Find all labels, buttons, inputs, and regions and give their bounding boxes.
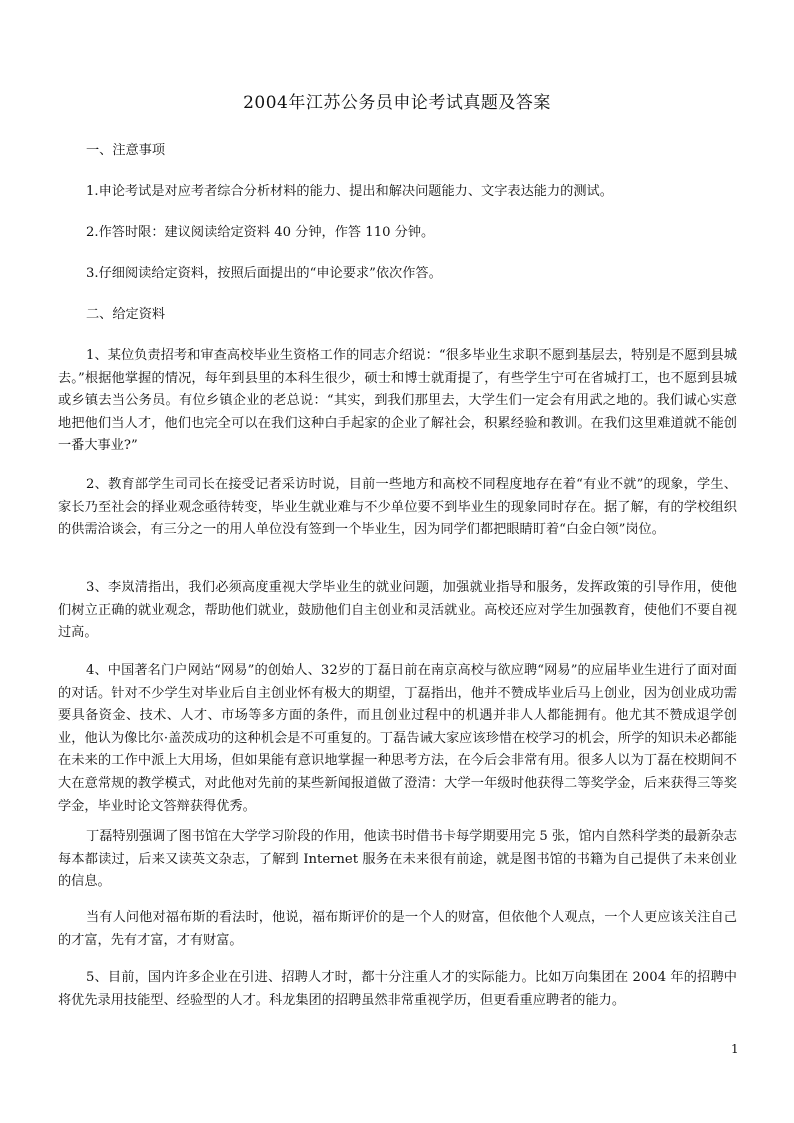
note-item-3: 3.仔细阅读给定资料，按照后面提出的“申论要求”依次作答。 xyxy=(86,266,442,281)
material-paragraph-4: 4、中国著名门户网站“网易”的创始人、32岁的丁磊日前在南京高校与欲应聘“网易”的应届毕业生进行了面对面的对话。针对不少学生对毕业后自主创业怀有极大的期望，丁磊指出，他并不赞成毕业后马上创业，因为创业成功需要具备资金、技术、人才、市场等多方面的条件，而且创业过程中的机遇并非人人都能拥有。他尤其不赞成退学创业，他认为像比尔·盖茨成功的这种机会是不可重复的。丁磊告诫大家应该珍惜在校学习的机会，所学的知识未必都能在未来的工作中派上大用场，但如果能有意识地掌握一种思考方法，在今后会非常有用。很多人以为丁磊在校期间不大在意常规的教学模式，对此他对先前的某些新闻报道做了澄清：大学一年级时他获得二等奖学金，后来获得三等奖学金，毕业时论文答辩获得优秀。 xyxy=(58,663,737,814)
document-title: 2004年江苏公务员申论考试真题及答案 xyxy=(243,93,551,113)
section-heading-notes: 一、注意事项 xyxy=(86,143,166,158)
section-heading-materials: 二、给定资料 xyxy=(86,307,166,322)
page-number: 1 xyxy=(731,1042,739,1056)
note-item-2: 2.作答时限：建议阅读给定资料 40 分钟，作答 110 分钟。 xyxy=(86,225,435,240)
note-item-1: 1.申论考试是对应考者综合分析材料的能力、提出和解决问题能力、文字表达能力的测试。 xyxy=(86,184,613,199)
material-paragraph-1: 1、某位负责招考和审查高校毕业生资格工作的同志介绍说：“很多毕业生求职不愿到基层去，特别是不愿到县城去。”根据他掌握的情况，每年到县里的本科生很少，硕士和博士就甭提了，有些学生宁可在省城打工，也不愿到县城或乡镇去当公务员。有位乡镇企业的老总说：“其实，到我们那里去，大学生们一定会有用武之地的。我们诚心实意地把他们当人才，他们也完全可以在我们这种白手起家的企业了解社会，积累经验和教训。在我们这里难道就不能创一番大事业?” xyxy=(58,348,737,454)
material-paragraph-5: 丁磊特别强调了图书馆在大学学习阶段的作用，他读书时借书卡每学期要用完 5 张，馆内自然科学类的最新杂志每本都读过，后来又读英文杂志，了解到 Internet 服务在未来很有前途，就是图书馆的书籍为自己提供了未来创业的信息。 xyxy=(58,829,737,890)
material-paragraph-3: 3、李岚清指出，我们必须高度重视大学毕业生的就业问题，加强就业指导和服务，发挥政策的引导作用，使他们树立正确的就业观念，帮助他们就业，鼓励他们自主创业和灵活就业。高校还应对学生加强教育，使他们不要自视过高。 xyxy=(58,580,737,641)
material-paragraph-7: 5、目前，国内许多企业在引进、招聘人才时，都十分注重人才的实际能力。比如万向集团在 2004 年的招聘中将优先录用技能型、经验型的人才。科龙集团的招聘虽然非常重视学历，但更看重应聘者的能力。 xyxy=(58,970,737,1008)
material-paragraph-6: 当有人问他对福布斯的看法时，他说，福布斯评价的是一个人的财富，但依他个人观点，一个人更应该关注自己的才富，先有才富，才有财富。 xyxy=(58,910,737,948)
material-paragraph-2: 2、教育部学生司司长在接受记者采访时说，目前一些地方和高校不同程度地存在着“有业不就”的现象，学生、家长乃至社会的择业观念亟待转变，毕业生就业难与不少单位要不到毕业生的现象同时存在。据了解，有的学校组织的供需洽谈会，有三分之一的用人单位没有签到一个毕业生，因为同学们都把眼睛盯着“白金白领”岗位。 xyxy=(58,477,737,538)
